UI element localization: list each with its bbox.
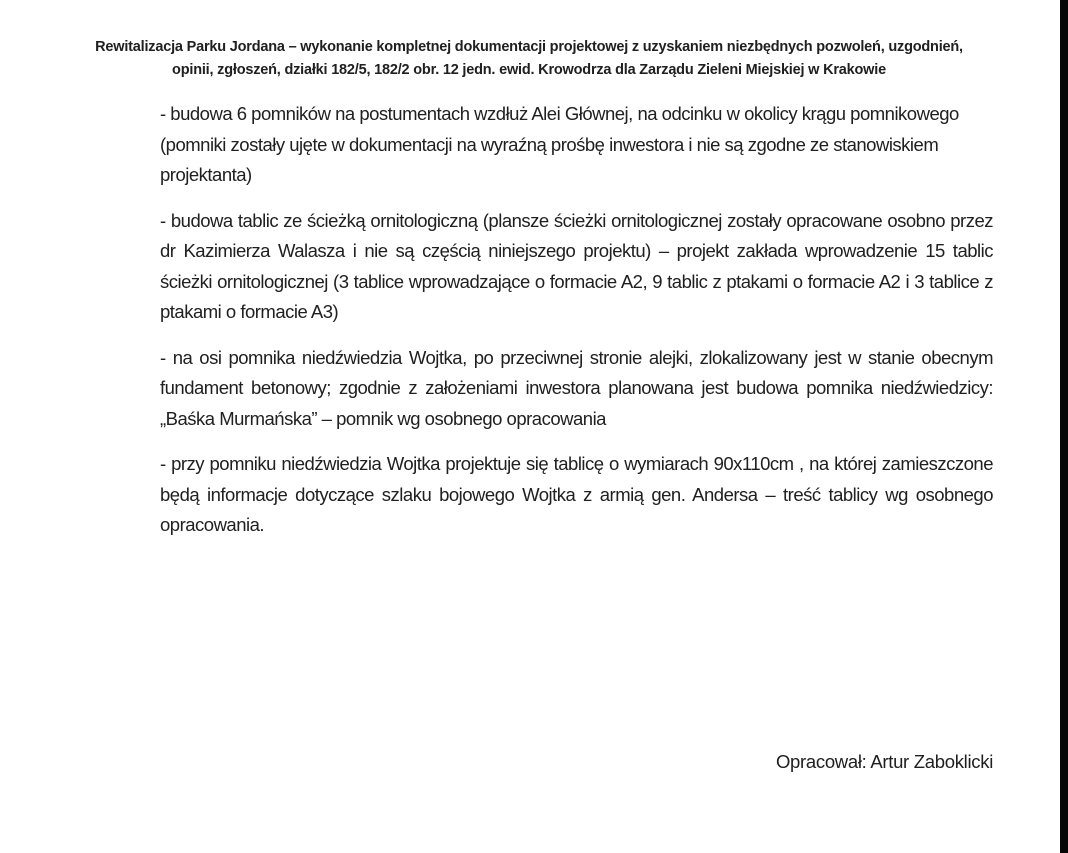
body-paragraph-bear-monument: - na osi pomnika niedźwiedzia Wojtka, po przeciwnej stronie alejki, zlokalizowany jest w stanie obecnym fundament betonowy; zgodnie z założeniami inwestora planowana jest budowa pomnika niedźwiedzicy: „Baśka Murmańska” – pomnik wg osobnego opracowania <box>160 346 993 429</box>
document-footer <box>776 750 993 774</box>
document-title-line-1: Rewitalizacja Parku Jordana – wykonanie kompletnej dokumentacji projektowej z uzyskaniem niezbędnych pozwoleń, uzgodnień, <box>95 39 963 55</box>
body-paragraph-ornithological-boards: - budowa tablic ze ścieżką ornitologiczną (plansze ścieżki ornitologicznej zostały opracowane osobno przez dr Kazimierza Walasza i nie są częścią niniejszego projektu) – projekt zakłada wprowadzenie 15 tablic ścieżki ornitologicznej (3 tablice wprowadzające o formacie A2, 9 tablic z ptakami o formacie A2 i 3 tablice z ptakami o formacie A3) <box>160 209 993 322</box>
right-edge-black-bar <box>1060 0 1068 853</box>
body-paragraph-monuments: - budowa 6 pomników na postumentach wzdłuż Alei Głównej, na odcinku w okolicy krągu pomnikowego (pomniki zostały ujęte w dokumentacji na wyraźną prośbę inwestora i nie są zgodne ze stanowiskiem projektanta) <box>160 103 959 185</box>
body-paragraph-wojtek-board: - przy pomniku niedźwiedzia Wojtka projektuje się tablicę o wymiarach 90x110cm , na której zamieszczone będą informacje dotyczące szlaku bojowego Wojtka z armią gen. Andersa – treść tablicy wg osobnego opracowania. <box>160 453 993 535</box>
document-title-line-2: opinii, zgłoszeń, działki 182/5, 182/2 obr. 12 jedn. ewid. Krowodrza dla Zarządu Zieleni Miejskiej w Krakowie <box>172 61 886 78</box>
document-header <box>34 36 1024 81</box>
author-credit: Opracował: Artur Zaboklicki <box>775 751 993 772</box>
document-body <box>160 99 993 556</box>
